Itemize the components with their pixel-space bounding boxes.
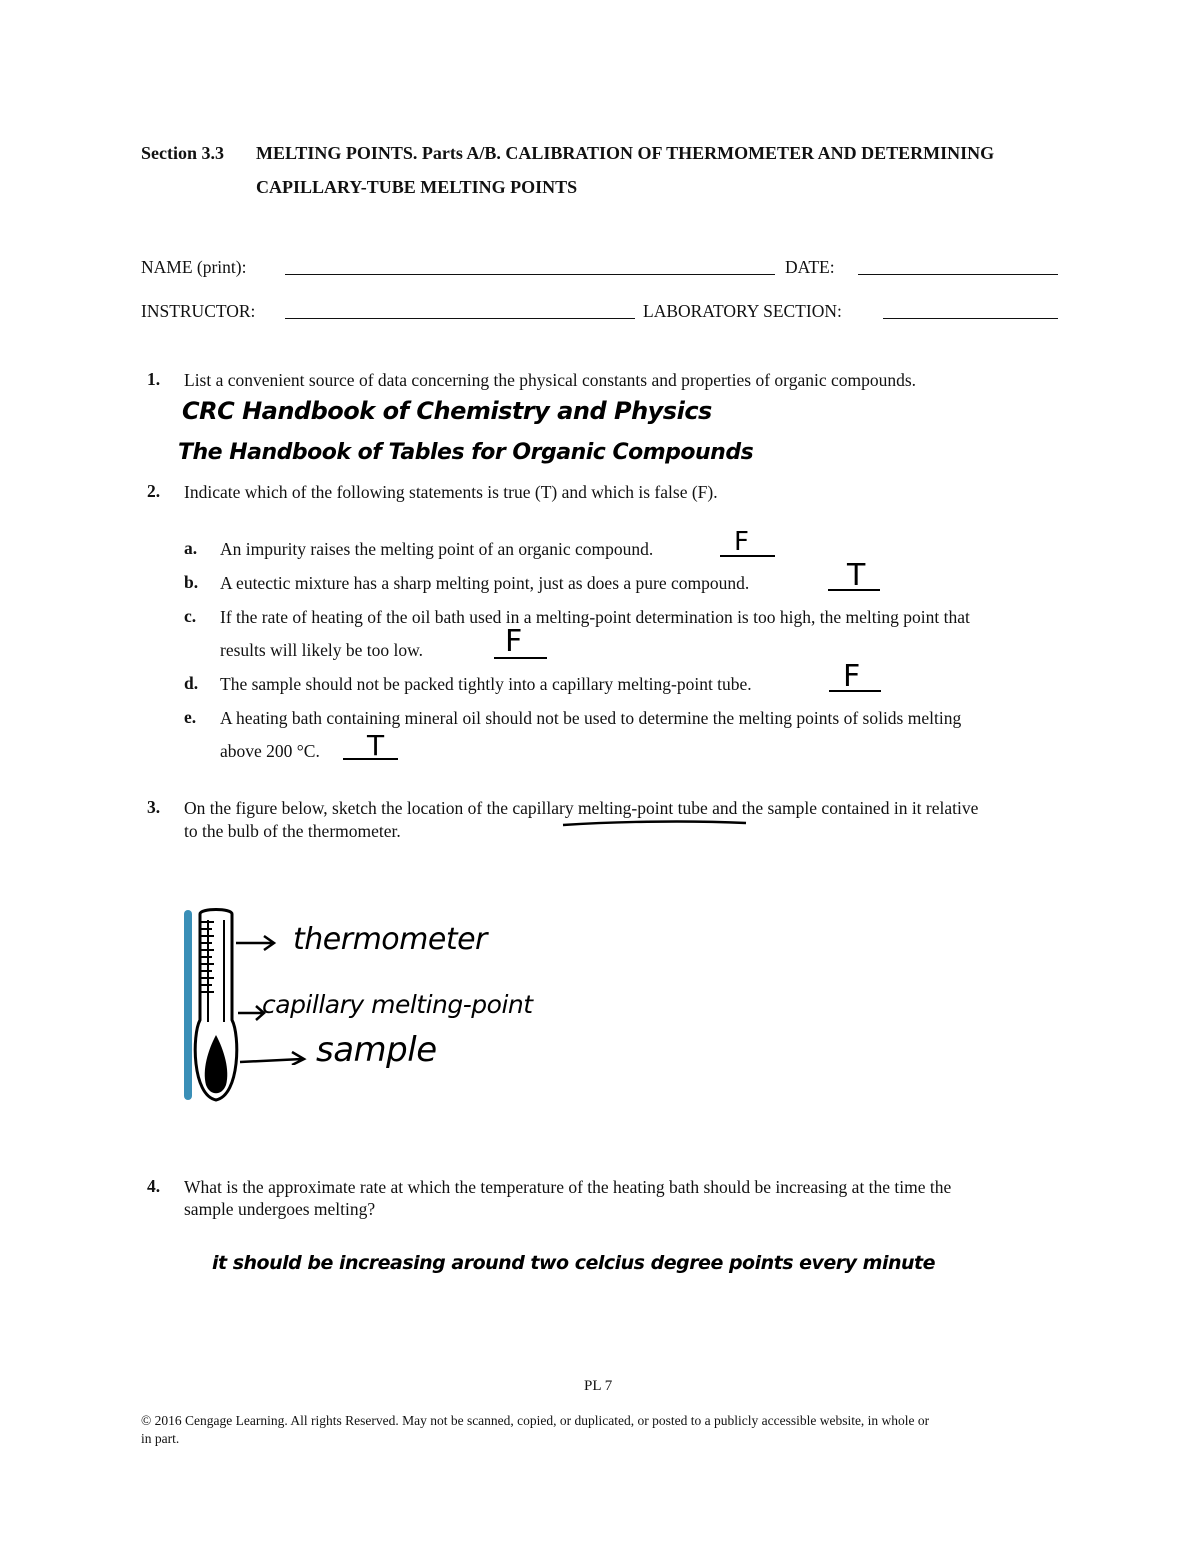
q2c-answer: F <box>505 624 523 659</box>
q1-answer-line2: The Handbook of Tables for Organic Compounds <box>178 440 754 465</box>
label-thermometer: thermometer <box>293 922 487 957</box>
q2e-answer: T <box>367 729 385 762</box>
date-field[interactable] <box>858 274 1058 275</box>
name-field[interactable] <box>285 274 775 275</box>
q2b-answer: T <box>847 558 866 593</box>
q2c-text-cont: results will likely be too low. <box>220 640 424 660</box>
lab-section-field[interactable] <box>883 318 1058 319</box>
lab-section-label: LABORATORY SECTION: <box>643 301 842 321</box>
page-title-line2: CAPILLARY-TUBE MELTING POINTS <box>256 177 578 197</box>
q2a-answer: F <box>734 527 749 557</box>
date-label: DATE: <box>785 257 835 277</box>
q2e-text: A heating bath containing mineral oil should not be used to determine the melting points of solids melting <box>220 708 962 728</box>
copyright-line1: © 2016 Cengage Learning. All rights Reserved. May not be scanned, copied, or duplicated, or posted to a publicly accessible website, in whole or <box>141 1413 930 1428</box>
q4-number: 4. <box>147 1176 161 1196</box>
q3-number: 3. <box>147 797 161 817</box>
q2e-text-cont: above 200 °C. <box>220 741 320 761</box>
q2b-text: A eutectic mixture has a sharp melting point, just as does a pure compound. <box>220 573 750 593</box>
q2d-text: The sample should not be packed tightly into a capillary melting-point tube. <box>220 674 752 694</box>
q2-text: Indicate which of the following statements is true (T) and which is false (F). <box>184 482 718 502</box>
instructor-field[interactable] <box>285 318 635 319</box>
q2e-letter: e. <box>184 707 197 727</box>
label-sample: sample <box>316 1030 437 1070</box>
q1-text: List a convenient source of data concerning the physical constants and properties of organic compounds. <box>184 370 917 390</box>
page-number: PL 7 <box>584 1378 613 1394</box>
page-title: MELTING POINTS. Parts A/B. CALIBRATION OF THERMOMETER AND DETERMINING <box>256 143 995 163</box>
q1-answer-line1: CRC Handbook of Chemistry and Physics <box>182 397 712 425</box>
q4-text-line2: sample undergoes melting? <box>184 1199 376 1219</box>
section-label: Section 3.3 <box>141 143 224 163</box>
copyright-line2: in part. <box>141 1431 180 1446</box>
label-capillary: capillary melting-point <box>262 990 533 1019</box>
capillary-tube <box>184 910 192 1100</box>
q3-text: On the figure below, sketch the location of the capillary melting-point tube and the sample contained in it relative <box>184 798 979 818</box>
q4-text: What is the approximate rate at which the temperature of the heating bath should be increasing at the time the <box>184 1177 952 1197</box>
q3-text-line2: to the bulb of the thermometer. <box>184 821 401 841</box>
q2d-letter: d. <box>184 673 199 693</box>
q2c-text: If the rate of heating of the oil bath used in a melting-point determination is too high, the melting point that <box>220 607 970 627</box>
sample-bulb <box>205 1035 228 1093</box>
instructor-label: INSTRUCTOR: <box>141 301 256 321</box>
q2a-letter: a. <box>184 538 198 558</box>
q2-number: 2. <box>147 481 161 501</box>
name-label: NAME (print): <box>141 257 247 277</box>
q2c-letter: c. <box>184 606 197 626</box>
q2a-text: An impurity raises the melting point of an organic compound. <box>220 539 654 559</box>
q3-underline-mark <box>560 814 750 830</box>
q2b-letter: b. <box>184 572 199 592</box>
q4-answer: it should be increasing around two celcius degree points every minute <box>212 1252 936 1274</box>
q2d-answer: F <box>843 659 861 694</box>
q1-number: 1. <box>147 369 161 389</box>
